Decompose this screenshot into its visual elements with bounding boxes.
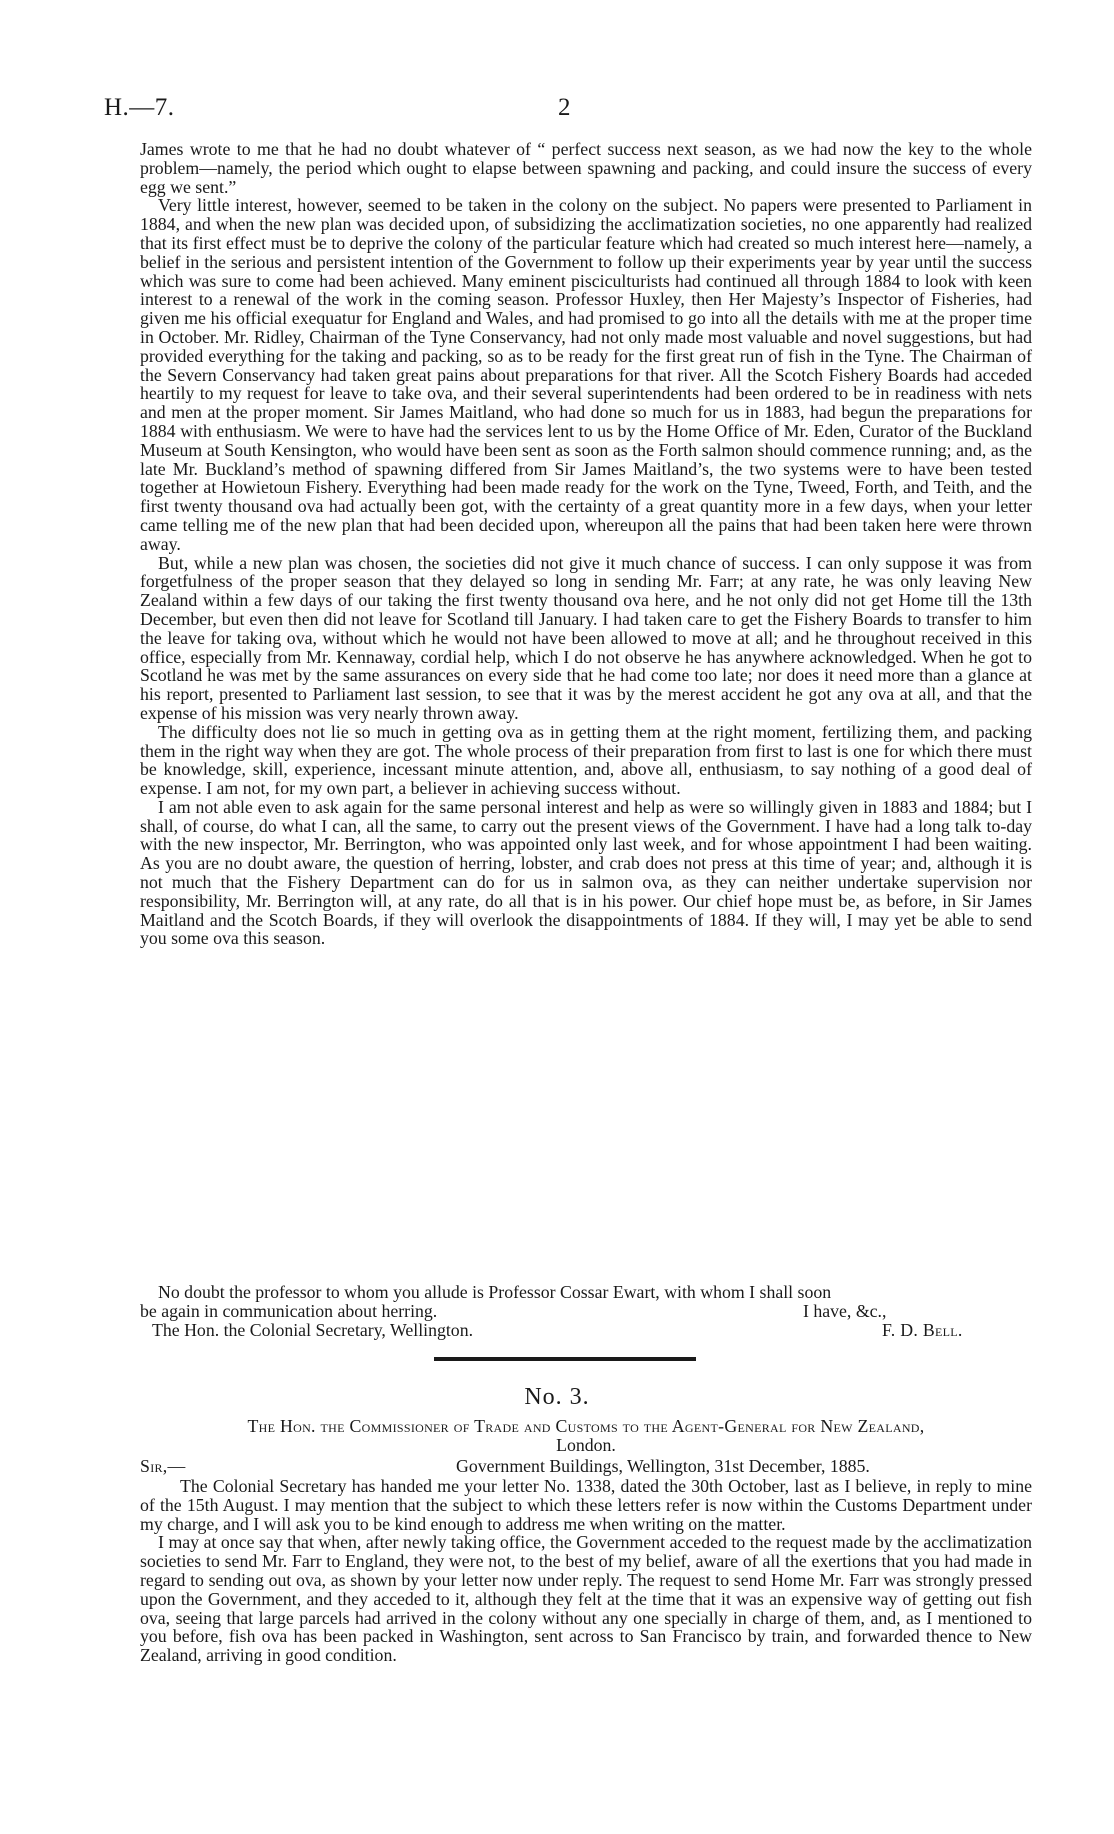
salutation: Sir,— xyxy=(140,1456,186,1476)
address-line: The Hon. the Commissioner of Trade and Customs to the Agent-General for New Zealand, xyxy=(247,1416,925,1436)
section-divider xyxy=(434,1357,696,1361)
location-date: Government Buildings, Wellington, 31st December, 1885. xyxy=(456,1456,870,1476)
paragraph: I am not able even to ask again for the same personal interest and help as were so willingly given in 1883 and 1884; but I shall, of course, do what I can, all the same, to carry out the present views of the Government. I have had a long talk to-day with the new inspector, Mr. Berrington, who was appointed only last week, and for whose appointment I had been waiting. As you are no doubt aware, the question of herring, lobster, and crab does not press at this time of year; and, although it is not much that the Fishery Department can do for us in salmon ova, as they can neither undertake supervision nor responsibility, Mr. Berrington will, at any rate, do all that is in his power. Our chief hope must be, as before, in Sir James Maitland and the Scotch Boards, if they will overlook the disappointments of 1884. If they will, I may yet be able to send you some ova this season. xyxy=(140,796,1032,949)
letter-body xyxy=(140,140,1032,948)
letter-address xyxy=(140,1417,1032,1455)
paragraph: The Colonial Secretary has handed me your letter No. 1338, dated the 30th October, last as I believe, in reply to mine of the 15th August. I may mention that the subject to which these letters refer is now within the Customs Department under my charge, and I will ask you to be kind enough to address me when writing on the matter. xyxy=(140,1476,1032,1534)
closing-sentence: No doubt the professor to whom you allude is Professor Cossar Ewart, with whom I shall soon xyxy=(158,1282,832,1302)
document-reference: H.—7. xyxy=(104,94,175,121)
paragraph: The difficulty does not lie so much in getting ova as in getting them at the right moment, fertilizing them, and packing them in the right way when they are got. The whole process of their preparation from first to last is one for which there must be knowledge, skill, experience, incessant minute attention, and, above all, enthusiasm, to say nothing of a good deal of expense. I am not, for my own part, a believer in achieving success without. xyxy=(140,721,1032,799)
recipient-line: The Hon. the Colonial Secretary, Wellington. xyxy=(152,1319,474,1340)
document-number: No. 3. xyxy=(524,1384,590,1410)
letter-closing xyxy=(140,1283,1032,1339)
paragraph: I may at once say that when, after newly taking office, the Government acceded to the request made by the acclimatization societies to send Mr. Farr to England, they were not, to the best of my belief, aware of all the exertions that you had made in regard to sending out ova, as shown by your letter now under reply. The request to send Home Mr. Farr was strongly pressed upon the Government, and they acceded to it, although they felt at the time that it was an expensive way of getting out fish ova, seeing that large parcels had arrived in the colony without any one specially in charge of them, and, as I mentioned to you before, fish ova has been packed in Washington, sent across to San Francisco by train, and forwarded thence to New Zealand, arriving in good condition. xyxy=(140,1532,1032,1666)
paragraph: Very little interest, however, seemed to be taken in the colony on the subject. No papers were presented to Parliament in 1884, and when the new plan was decided upon, of subsidizing the acclimatization societies, no one apparently had realized that its first effect must be to deprive the colony of the particular feature which had created so much interest here—namely, a belief in the serious and persistent intention of the Government to follow up their experiments year by year until the success which was sure to come had been achieved. Many eminent pisciculturists had continued all through 1884 to look with keen interest to a renewal of the work in the coming season. Professor Huxley, then Her Majesty’s Inspector of Fisheries, had given me his official exequatur for England and Wales, and had promised to go into all the details with me at the proper time in October. Mr. Ridley, Chairman of the Tyne Conservancy, had not only made most valuable and novel suggestions, but had provided everything for the taking and packing, so as to be ready for the first great run of fish in the Tyne. The Chairman of the Severn Conservancy had taken great pains about preparations for that river. All the Scotch Fishery Boards had acceded heartily to my request for leave to take ova, and their several superintendents had been ordered to be in readiness with nets and men at the proper moment. Sir James Maitland, who had done so much for us in 1883, had begun the preparations for 1884 with enthusiasm. We were to have had the services lent to us by the Home Office of Mr. Eden, Curator of the Buckland Museum at South Kensington, who would have been sent as soon as the Forth salmon should commence running; and, as the late Mr. Buckland’s method of spawning differed from Sir James Maitland’s, the two systems were to have been tested together at Howietoun Fishery. Everything had been made ready for the work on the Tyne, Tweed, Forth, and Teith, and the first twenty thousand ova had actually been got, with the certainty of a great quantity more in a few days, when your letter came telling me of the new plan that had been decided upon, whereupon all the pains that had been taken here were thrown away. xyxy=(140,195,1032,554)
valediction: I have, &c., xyxy=(803,1300,887,1321)
paragraph: But, while a new plan was chosen, the societies did not give it much chance of success. I can only suppose it was from forgetfulness of the proper season that they delayed so long in sending Mr. Farr; at any rate, he was only leaving New Zealand within a few days of our taking the first twenty thousand ova here, and he not only did not get Home till the 13th December, but even then did not leave for Scotland till January. I had taken care to get the Fishery Boards to transfer to him the leave for taking ova, without which he would not have been allowed to move at all; and he throughout received in this office, especially from Mr. Kennaway, cordial help, which I do not observe he has anywhere acknowledged. When he got to Scotland he was met by the same assurances on every side that he had come too late; nor does it need more than a glance at his report, presented to Parliament last session, to see that it was by the merest accident he got any ova at all, and that the expense of his mission was very nearly thrown away. xyxy=(140,552,1032,723)
paragraph: James wrote to me that he had no doubt whatever of “ perfect success next season, as we had now the key to the whole problem—namely, the period which ought to elapse between spawning and packing, and could insure the success of every egg we sent.” xyxy=(140,139,1032,197)
signature: F. D. Bell. xyxy=(882,1319,963,1340)
closing-sentence-end: be again in communication about herring. xyxy=(140,1300,438,1321)
address-line: London. xyxy=(556,1435,616,1455)
page-number: 2 xyxy=(558,94,571,121)
letter-body xyxy=(140,1477,1032,1665)
